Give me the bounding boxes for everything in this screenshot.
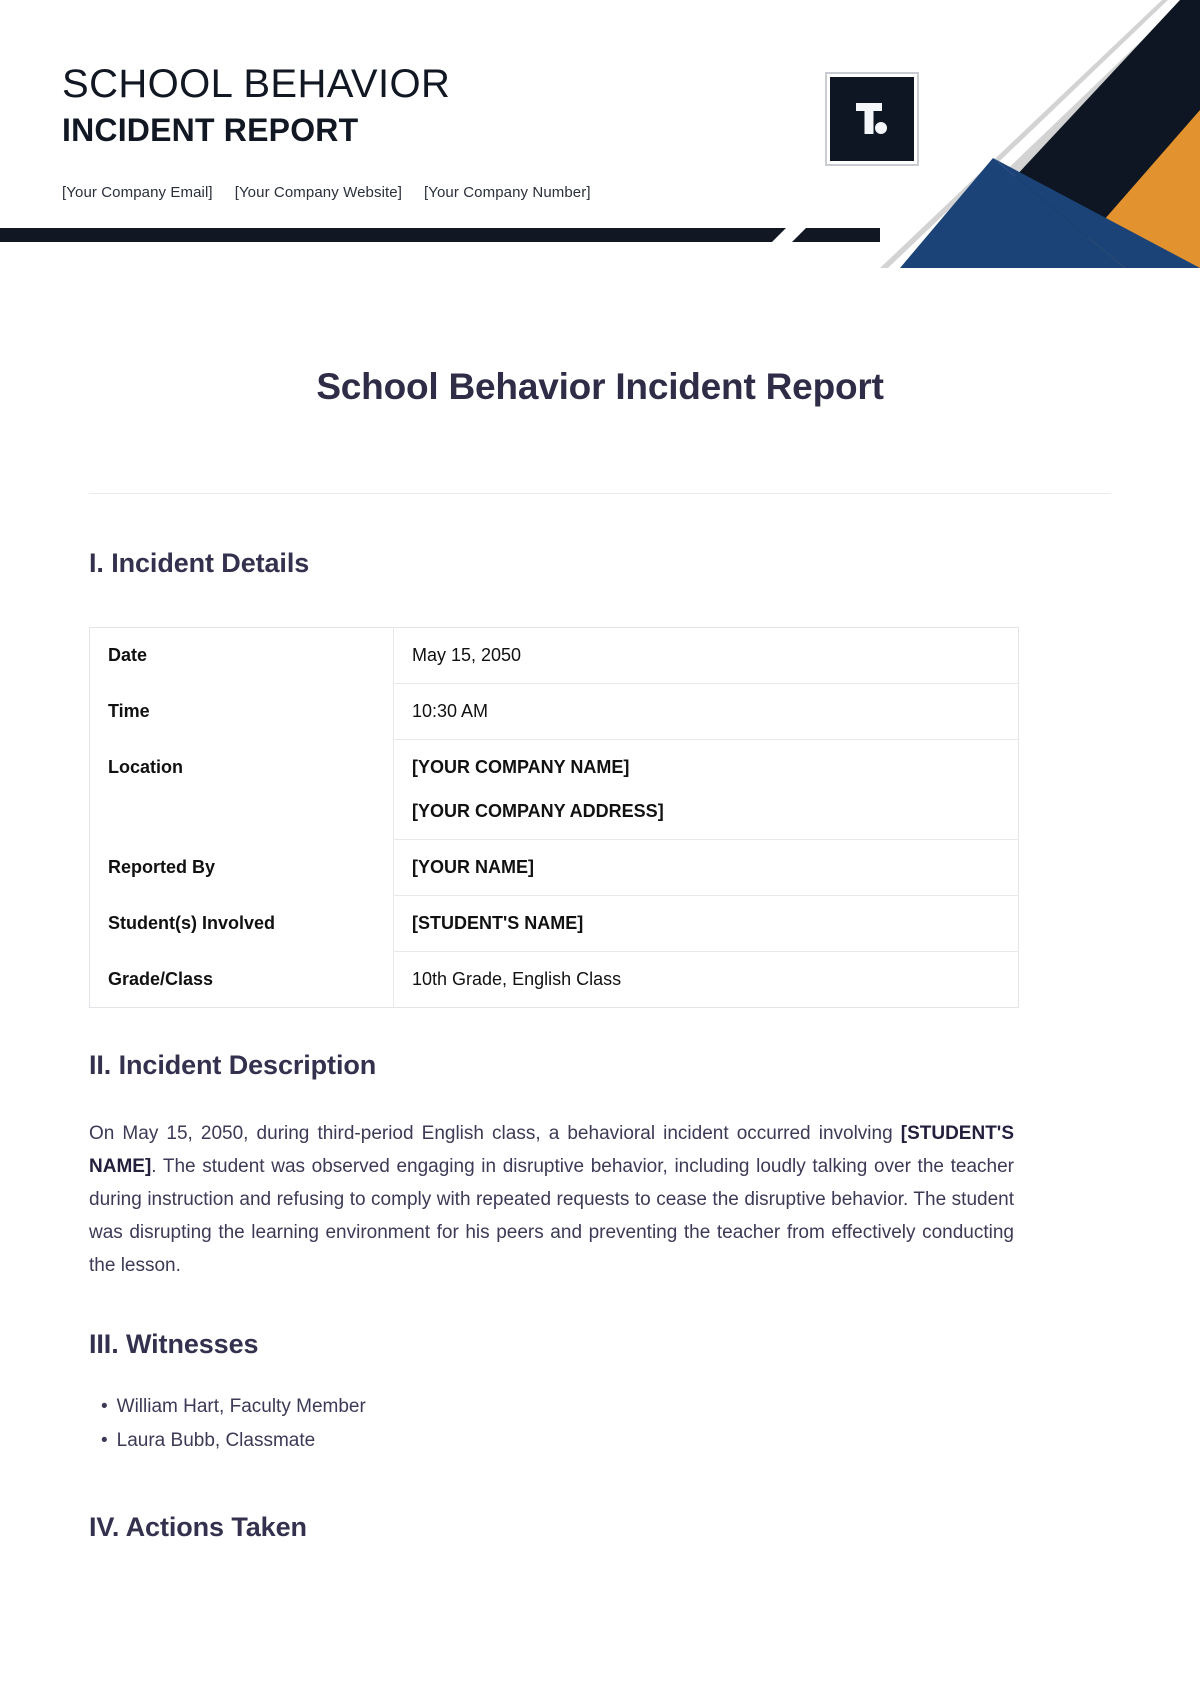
description-text-part-2: . The student was observed engaging in disruptive behavior, including loudly talking over the teacher during instruction and refusing to comply with repeated requests to cease the disruptive behavior. The student was disrupting the learning environment for his peers and preventing the teacher from effectively conducting the lesson.	[89, 1156, 1014, 1276]
table-row	[90, 628, 1019, 684]
document-body	[0, 268, 1200, 1543]
incident-description-paragraph	[89, 1117, 1014, 1282]
table-cell-label: Grade/Class	[90, 952, 394, 1008]
table-row	[90, 684, 1019, 740]
incident-details-table-body	[90, 628, 1019, 1008]
table-row	[90, 740, 1019, 840]
value-line: [YOUR NAME]	[412, 857, 534, 877]
company-email-placeholder: [Your Company Email]	[62, 184, 213, 201]
table-cell-label: Reported By	[90, 840, 394, 896]
section-heading-incident-details: I. Incident Details	[89, 548, 310, 578]
company-number-placeholder: [Your Company Number]	[423, 184, 591, 201]
table-cell-label: Student(s) Involved	[90, 896, 394, 952]
section-heading-actions-taken: IV. Actions Taken	[89, 1512, 307, 1542]
table-cell-label: Date	[90, 628, 394, 684]
table-cell-value	[394, 896, 1019, 952]
table-cell-label: Location	[90, 740, 394, 840]
table-cell-value	[394, 684, 1019, 740]
brand-line-1: SCHOOL BEHAVIOR	[62, 62, 451, 106]
value-line: [YOUR COMPANY ADDRESS]	[412, 801, 664, 821]
witness-list	[89, 1390, 1111, 1458]
value-line: 10:30 AM	[412, 701, 489, 721]
document-header	[0, 0, 1200, 268]
brand-title-block	[62, 62, 762, 149]
table-row	[90, 952, 1019, 1008]
page-title: School Behavior Incident Report	[316, 366, 884, 407]
brand-line-2: INCIDENT REPORT	[62, 111, 359, 148]
value-line: [STUDENT'S NAME]	[412, 913, 584, 933]
description-student-name: [STUDENT'S NAME]	[89, 1123, 1014, 1177]
section-heading-witnesses: III. Witnesses	[89, 1329, 259, 1359]
logo-t-dot-icon	[849, 96, 895, 142]
table-cell-value	[394, 740, 1019, 840]
incident-details-table	[89, 627, 1019, 1008]
table-cell-value	[394, 628, 1019, 684]
table-cell-value	[394, 840, 1019, 896]
section-heading-incident-description: II. Incident Description	[89, 1050, 377, 1080]
company-website-placeholder: [Your Company Website]	[234, 184, 402, 201]
value-line: 10th Grade, English Class	[412, 969, 622, 989]
table-row	[90, 840, 1019, 896]
title-divider	[89, 493, 1111, 494]
description-text-part-1: On May 15, 2050, during third-period English class, a behavioral incident occurred involving	[89, 1123, 901, 1144]
table-cell-value	[394, 952, 1019, 1008]
value-line: [YOUR COMPANY NAME]	[412, 757, 630, 777]
company-logo-badge	[827, 74, 917, 164]
table-row	[90, 896, 1019, 952]
value-line: May 15, 2050	[412, 645, 522, 665]
header-rule-bar	[0, 222, 1200, 244]
table-cell-label: Time	[90, 684, 394, 740]
company-contact-row	[62, 184, 591, 201]
list-item: • Laura Bubb, Classmate	[89, 1424, 1111, 1458]
list-item: • William Hart, Faculty Member	[89, 1390, 1111, 1424]
